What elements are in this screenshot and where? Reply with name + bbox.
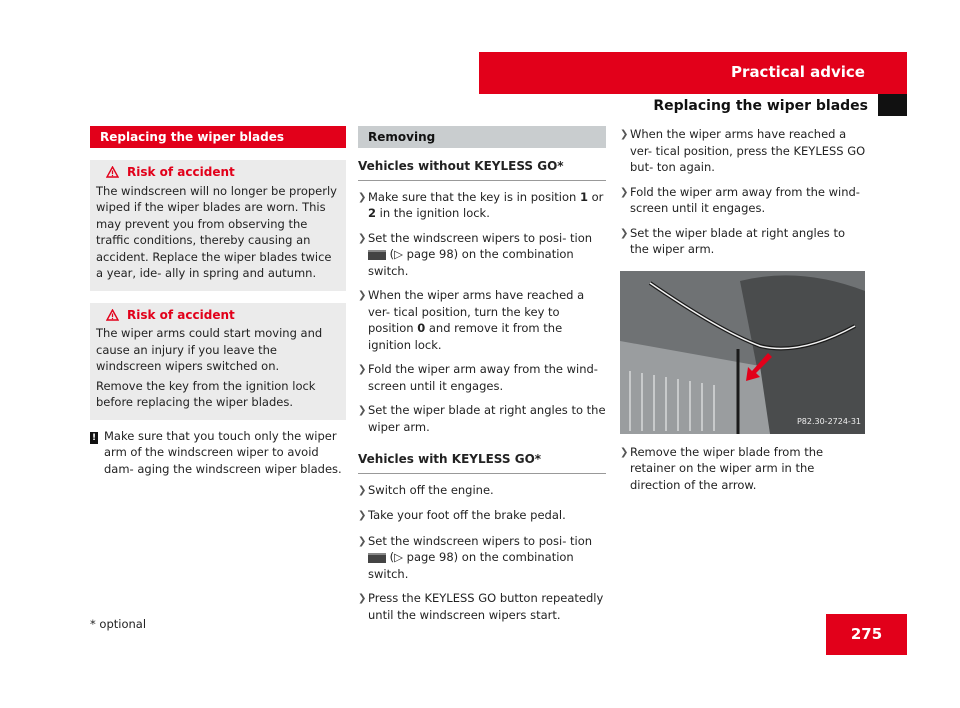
step-arrow-icon: ❯ — [358, 191, 367, 203]
step-arrow-icon: ❯ — [620, 186, 629, 198]
step-arrow-icon: ❯ — [620, 129, 629, 140]
list-item: ❯ Take your foot off the brake pedal. — [358, 507, 606, 525]
list-item: ❯ Remove the wiper blade from the retainer on the wiper arm in the direction of the arrow. — [620, 444, 824, 492]
warning-text-2b: Remove the key from the ignition lock before replacing the wiper blades. — [96, 378, 316, 409]
warning-text-2a: The wiper arms could start moving and cause an injury if you leave the windscreen wipers switched on. — [96, 326, 323, 373]
list-item: ❯ When the wiper arms have reached a ver- tical position, turn the key to position 0 and remove it from the ignition lock. — [358, 288, 585, 352]
step-arrow-icon: ❯ — [358, 405, 367, 416]
list-item: ❯ Switch off the engine. — [358, 482, 606, 500]
list-item: ❯ When the wiper arms have reached a ver- tical position, press the KEYLESS GO but- ton again. — [620, 127, 866, 174]
list-item: ❯ Set the wiper blade at right angles to the wiper arm. — [620, 225, 845, 256]
list-item: ❯ Press the KEYLESS GO button repeatedly until the windscreen wipers start. — [358, 591, 604, 622]
wiper-switch-symbol-icon — [368, 553, 386, 563]
section-title: Practical advice — [731, 63, 865, 81]
footnote: * optional — [90, 617, 147, 631]
warning-title-2: Risk of accident — [106, 307, 340, 324]
step-arrow-icon: ❯ — [358, 510, 367, 521]
step-arrow-icon: ❯ — [358, 484, 367, 496]
page-title: Replacing the wiper blades — [653, 98, 868, 114]
subheading-with-keyless: Vehicles with KEYLESS GO* — [358, 451, 606, 474]
step-arrow-icon: ❯ — [620, 227, 629, 239]
step-arrow-icon: ❯ — [358, 232, 367, 244]
left-heading: Replacing the wiper blades — [90, 126, 346, 148]
note — [90, 428, 346, 478]
header-marker — [878, 94, 907, 116]
list-item: ❯ Set the windscreen wipers to posi- tion (▷ page 98) on the combination switch. — [358, 230, 593, 278]
list-item: ❯ Fold the wiper arm away from the wind- screen until it engages. — [620, 184, 860, 215]
warning-triangle-icon — [106, 166, 119, 178]
step-arrow-icon: ❯ — [358, 593, 367, 604]
warning-text-1: The windscreen will no longer be properly wiped if the wiper blades are worn. This may prevent you from observing the traffic conditions, thereby causing an accident. Replace the wiper blades twice a year, ide- ally in spring and autumn. — [96, 183, 337, 280]
list-item: ❯ Fold the wiper arm away from the wind- screen until it engages. — [358, 362, 598, 393]
wiper-switch-symbol-icon — [368, 250, 386, 260]
list-item: ❯ Make sure that the key is in position 1 or 2 in the ignition lock. — [358, 189, 604, 220]
middle-heading: Removing — [358, 126, 606, 148]
right-column — [620, 120, 866, 493]
photo-code: P82.30-2724-31 — [796, 417, 861, 426]
page-number: 275 — [826, 614, 907, 655]
note-icon: ! — [91, 432, 97, 443]
middle-column — [358, 126, 606, 623]
section-header-bar — [479, 52, 907, 94]
warning-box-2 — [90, 303, 346, 420]
warning-triangle-icon — [106, 309, 119, 321]
warning-title-1: Risk of accident — [106, 164, 340, 181]
warning-box-1 — [90, 160, 346, 291]
wiper-blade-photo — [620, 271, 865, 434]
note-text: Make sure that you touch only the wiper arm of the windscreen wiper to avoid dam- aging the windscreen wiper blades. — [104, 428, 342, 476]
wiper-illustration — [620, 271, 865, 434]
left-column — [90, 126, 346, 477]
list-item: ❯ Set the wiper blade at right angles to the wiper arm. — [358, 403, 606, 434]
step-arrow-icon: ❯ — [620, 446, 629, 458]
subheading-without-keyless: Vehicles without KEYLESS GO* — [358, 158, 606, 181]
step-arrow-icon: ❯ — [358, 290, 367, 301]
step-arrow-icon: ❯ — [358, 535, 367, 547]
step-arrow-icon: ❯ — [358, 364, 367, 375]
list-item: ❯ Set the windscreen wipers to posi- tion (▷ page 98) on the combination switch. — [358, 533, 593, 581]
